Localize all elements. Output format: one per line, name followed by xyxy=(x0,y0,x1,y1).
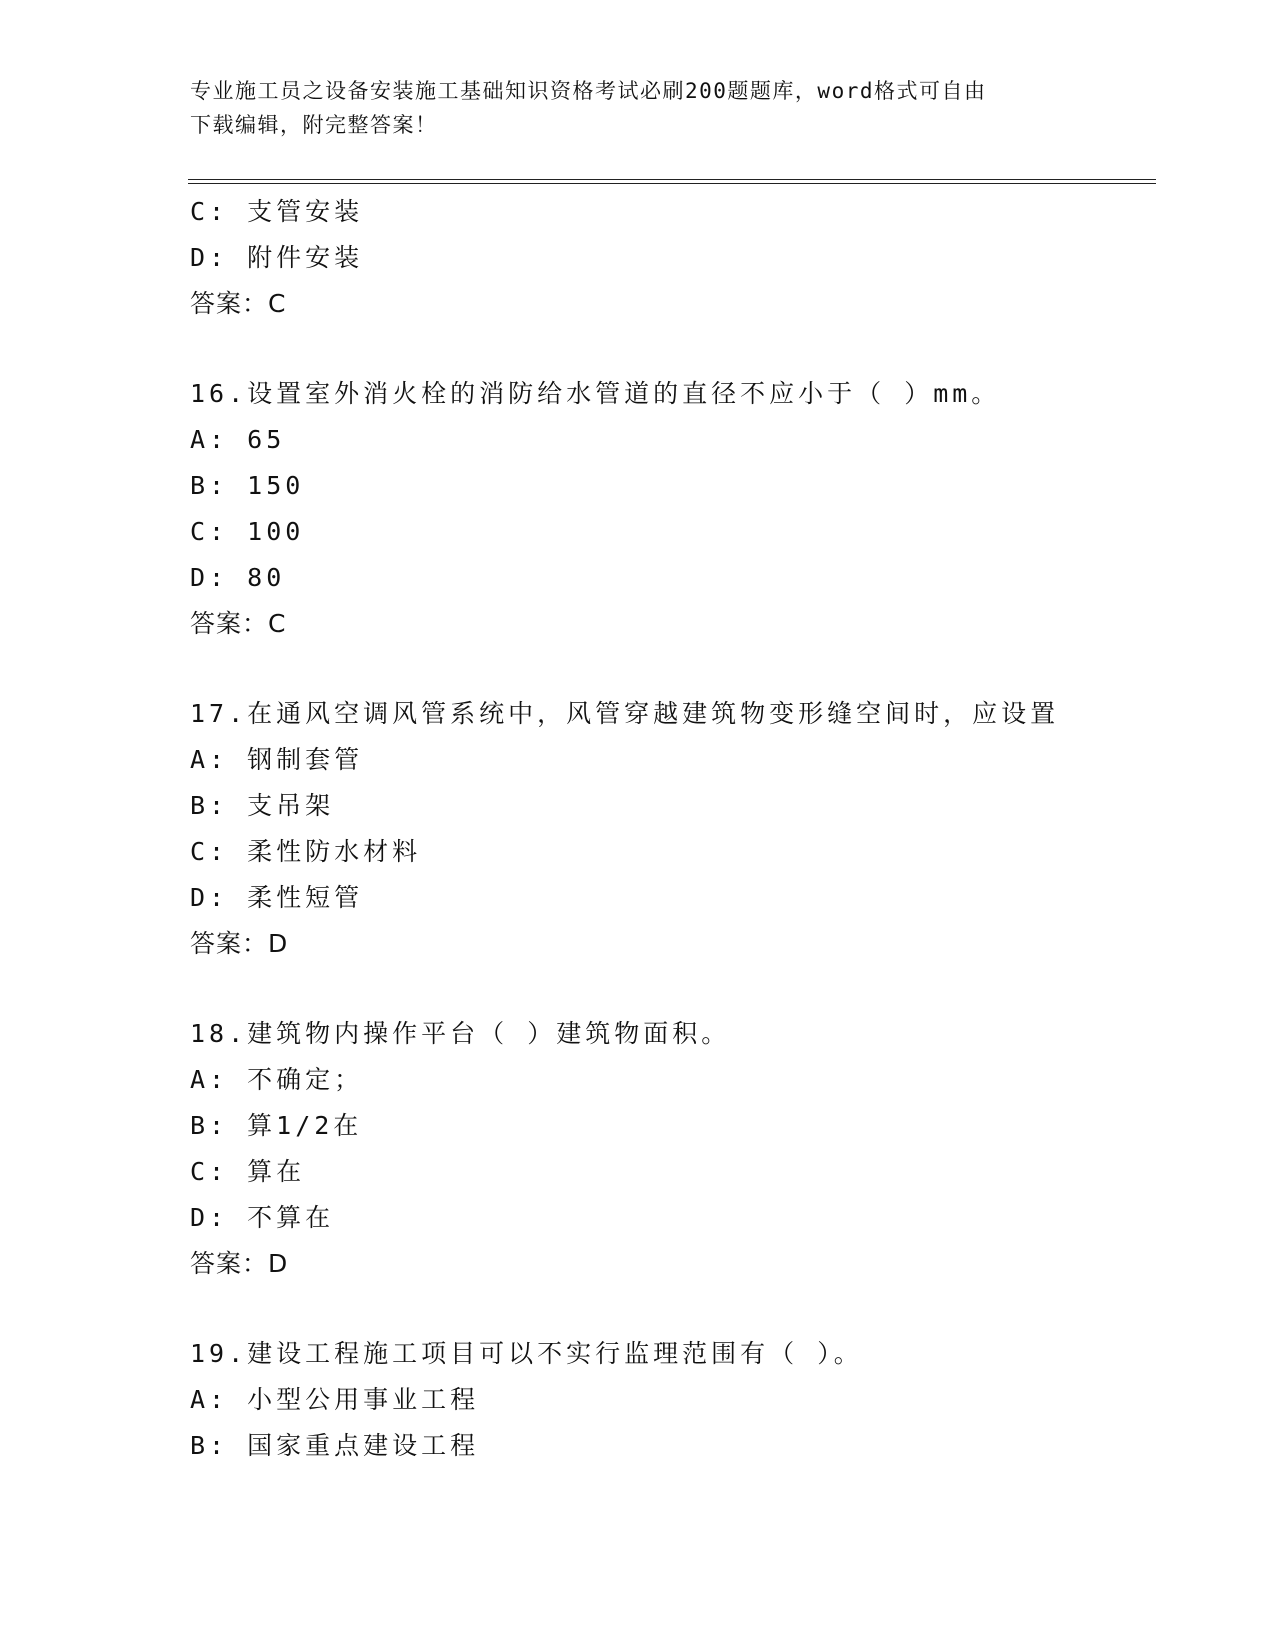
option-a: A: 不确定； xyxy=(190,1065,364,1094)
option-a: A: 65 xyxy=(190,425,286,454)
answer: 答案：C xyxy=(190,609,287,638)
option-d: D: 附件安装 xyxy=(190,243,364,272)
header-line-2: 下载编辑，附完整答案！ xyxy=(190,113,438,137)
answer: 答案：C xyxy=(190,289,287,318)
option-d: D: 柔性短管 xyxy=(190,883,364,912)
question-text: 19.建设工程施工项目可以不实行监理范围有（ ）。 xyxy=(190,1339,863,1368)
option-b: B: 150 xyxy=(190,471,305,500)
option-c: C: 柔性防水材料 xyxy=(190,837,422,866)
header-line-1: 专业施工员之设备安装施工基础知识资格考试必刷200题题库，word格式可自由 xyxy=(190,79,987,103)
option-b: B: 国家重点建设工程 xyxy=(190,1431,480,1460)
question-text: 17.在通风空调风管系统中，风管穿越建筑物变形缝空间时，应设置 xyxy=(190,699,1060,728)
option-d: D: 80 xyxy=(190,563,286,592)
option-d: D: 不算在 xyxy=(190,1203,335,1232)
answer: 答案：D xyxy=(190,929,289,958)
option-c: C: 100 xyxy=(190,517,305,546)
spacer xyxy=(190,1287,1150,1331)
question-text: 18.建筑物内操作平台（ ）建筑物面积。 xyxy=(190,1019,731,1048)
option-c: C: 支管安装 xyxy=(190,197,364,226)
question-block-17 xyxy=(190,691,1150,967)
question-list xyxy=(190,189,1150,1469)
option-c: C: 算在 xyxy=(190,1157,306,1186)
spacer xyxy=(190,967,1150,1011)
option-a: A: 小型公用事业工程 xyxy=(190,1385,480,1414)
question-block-19 xyxy=(190,1331,1150,1469)
header-divider-top xyxy=(188,179,1156,180)
question-block-16 xyxy=(190,371,1150,647)
question-block-15 xyxy=(190,189,1150,327)
spacer xyxy=(190,327,1150,371)
option-a: A: 钢制套管 xyxy=(190,745,364,774)
option-b: B: 算1/2在 xyxy=(190,1111,363,1140)
spacer xyxy=(190,647,1150,691)
question-block-18 xyxy=(190,1011,1150,1287)
answer: 答案：D xyxy=(190,1249,289,1278)
option-b: B: 支吊架 xyxy=(190,791,335,820)
question-text: 16.设置室外消火栓的消防给水管道的直径不应小于（ ）mm。 xyxy=(190,379,1001,408)
header-divider-bottom xyxy=(188,183,1156,184)
document-header xyxy=(190,74,1090,142)
